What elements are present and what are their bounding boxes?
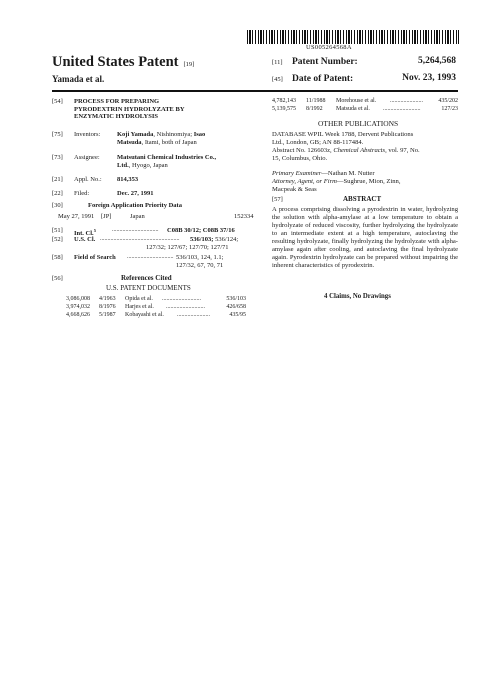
inventors-label: Inventors: bbox=[74, 131, 101, 138]
primary-examiner: Primary Examiner—Nathan M. Nutter bbox=[272, 170, 375, 177]
abstract-code: [57] bbox=[272, 196, 283, 203]
foreign-date: May 27, 1991 bbox=[58, 213, 95, 220]
filed-code: [22] bbox=[52, 190, 63, 197]
patent-country-title: United States Patent [19] bbox=[52, 54, 195, 70]
foreign-number: 152334 bbox=[234, 213, 254, 220]
abstract-text: A process comprising dissolving a pyrodextrin in water, hydrolyzing the solution with alpha-amylase at a low temperature to obtain a hydrolyzate of reduced viscosity, further hydrolyzing the hydrolyzate to an intermediate extent at a high temperature, autoclaving the resulting hydrolyzate, finally hydrolyzing the hydrolyzate with alpha-amylase again after cooling, and autoclaving the final hydrolyzate again. Pyrodextrin hydrolyzate can be prepared without impairing the inherent characteristics of pyrodextrin. bbox=[272, 206, 458, 269]
abstract-heading: ABSTRACT bbox=[343, 195, 382, 203]
attorney: Attorney, Agent, or Firm—Sughrue, Mion, Zinn, Macpeak & Seas bbox=[272, 178, 401, 193]
search-value-2: 127/32, 67, 70, 71 bbox=[176, 262, 224, 269]
appl-value: 814,353 bbox=[117, 176, 139, 183]
country-code: [19] bbox=[183, 61, 195, 68]
foreign-code: [30] bbox=[52, 202, 63, 209]
refs-heading: References Cited bbox=[121, 274, 172, 282]
title-code: [54] bbox=[52, 98, 63, 105]
patent-page: US005264568A United States Patent [19] Yamada et al. [11] Patent Number: 5,264,568 [45] Date of Patent: Nov. 23, 1993 [54] PROCESS FOR PREPARING PYRODEXTRIN HYDROLYZATE BY ENZYMATIC HYDROLYSIS [75] Inventors: Koji Yamada, Nishinomiya; Isao Matsuda, Itami, both of Japan [73] Assignee: Matsutani Chemical Industries Co., Ltd., Hyogo, Japan [21] Appl. No.: 814,353 [22] Filed: Dec. 27, 1991 [30] Foreign Application Priority Data May 27, 1991 [JP] Japan 152334 [51] Int. Cl.$^5$ ............................... C08B 30/12; C08B 37/16 [52] U.S. Cl. ..................................................... 536/103; 536/124; 127/32; 127/67; 127/70; 127/71 [58] Field of Search ............................... 536/103, 124, 1.1; 127/32, 67, 70, 71 [56] References Cited U.S. PATENT DOCUMENTS 3,086,008 4/1963 Opida et al. .......................... 536/103 3,974,032 8/1976 Harjes et al. .......................... 426/658 4,668,626 5/1987 Kobayashi et al. ...................... 435/95 4,782,143 11/1988 Morehouse et al. ...................... 435/202 5,139,575 8/1992 Matsuda et al. ......................... 127/23 OTHER PUBLICATIONS DATABASE WPIL Week 1788, Dervent Publications Ltd., London, GB; AN 88-117484. Abstract No. 126603z, Chemical Abstracts, vol. 97, No. 15, Columbus, Ohio. Primary Examiner—Nathan M. Nutter Attorney, Agent, or Firm—Sughrue, Mion, Zinn, Macpeak & Seas [57] ABSTRACT A process comprising dissolving a pyrodextrin in water, hydrolyzing the solution with alpha-amylase at a low temperature to obtain a hydrolyzate of reduced viscosity, further hydrolyzing the hydrolyzate to an intermediate extent at a high temperature, autoclaving the resulting hydrolyzate, finally hydrolyzing the hydrolyzate with alpha-amylase again after cooling, and autoclaving the final hydrolyzate again. Pyrodextrin hydrolyzate can be prepared without impairing the inherent characteristics of pyrodextrin. 4 Claims, No Drawings bbox=[0, 0, 495, 700]
intcl-label: Int. Cl.$^5$ bbox=[74, 228, 96, 238]
patent-number-label: Patent Number: bbox=[292, 57, 358, 67]
intcl-value: C08B 30/12; C08B 37/16 bbox=[167, 227, 235, 234]
header-divider bbox=[52, 90, 458, 92]
foreign-heading: Foreign Application Priority Data bbox=[88, 202, 182, 209]
assignee-value: Matsutani Chemical Industries Co., Ltd., Hyogo, Japan bbox=[117, 154, 217, 169]
appl-code: [21] bbox=[52, 176, 63, 183]
refs-code: [56] bbox=[52, 275, 63, 282]
uscl-value-1: 536/103; 536/124; bbox=[190, 236, 239, 243]
filed-value: Dec. 27, 1991 bbox=[117, 190, 154, 197]
uscl-value-2: 127/32; 127/67; 127/70; 127/71 bbox=[146, 244, 229, 251]
other-publication-1: DATABASE WPIL Week 1788, Dervent Publications Ltd., London, GB; AN 88-117484. bbox=[272, 131, 414, 146]
barcode bbox=[247, 30, 459, 44]
other-publications-heading: OTHER PUBLICATIONS bbox=[318, 119, 399, 128]
assignee-code: [73] bbox=[52, 154, 63, 161]
assignee-label: Assignee: bbox=[74, 154, 100, 161]
patent-date-code: [45] bbox=[272, 76, 283, 83]
uscl-label: U.S. Cl. bbox=[74, 236, 96, 243]
patent-number: 5,264,568 bbox=[418, 56, 456, 66]
foreign-country-name: Japan bbox=[130, 213, 145, 220]
inventor-short: Yamada et al. bbox=[52, 74, 105, 84]
uscl-leader: ..................................................... bbox=[100, 236, 180, 242]
patent-number-row bbox=[272, 56, 456, 67]
other-publication-2: Abstract No. 126603z, Chemical Abstracts, vol. 97, No. 15, Columbus, Ohio. bbox=[272, 147, 420, 162]
inventors-value: Koji Yamada, Nishinomiya; Isao Matsuda, Itami, both of Japan bbox=[117, 131, 206, 146]
refs-subheading: U.S. PATENT DOCUMENTS bbox=[106, 284, 191, 292]
search-value-1: 536/103, 124, 1.1; bbox=[176, 254, 224, 261]
patent-date-row bbox=[272, 73, 456, 84]
barcode-number: US005264568A bbox=[306, 44, 352, 51]
patent-number-code: [11] bbox=[272, 59, 283, 66]
invention-title: PROCESS FOR PREPARING PYRODEXTRIN HYDROLYZATE BY ENZYMATIC HYDROLYSIS bbox=[74, 98, 185, 121]
inventors-code: [75] bbox=[52, 131, 63, 138]
appl-label: Appl. No.: bbox=[74, 176, 102, 183]
intcl-leader: ............................... bbox=[112, 227, 159, 233]
search-code: [58] bbox=[52, 254, 63, 261]
search-label: Field of Search bbox=[74, 254, 116, 261]
uscl-code: [52] bbox=[52, 236, 63, 243]
search-leader: ............................... bbox=[127, 254, 174, 260]
claims-summary: 4 Claims, No Drawings bbox=[324, 293, 391, 300]
intcl-code: [51] bbox=[52, 227, 63, 234]
filed-label: Filed: bbox=[74, 190, 90, 197]
patent-date-label: Date of Patent: bbox=[292, 74, 354, 84]
patent-date: Nov. 23, 1993 bbox=[402, 73, 456, 83]
foreign-country: [JP] bbox=[101, 213, 112, 220]
